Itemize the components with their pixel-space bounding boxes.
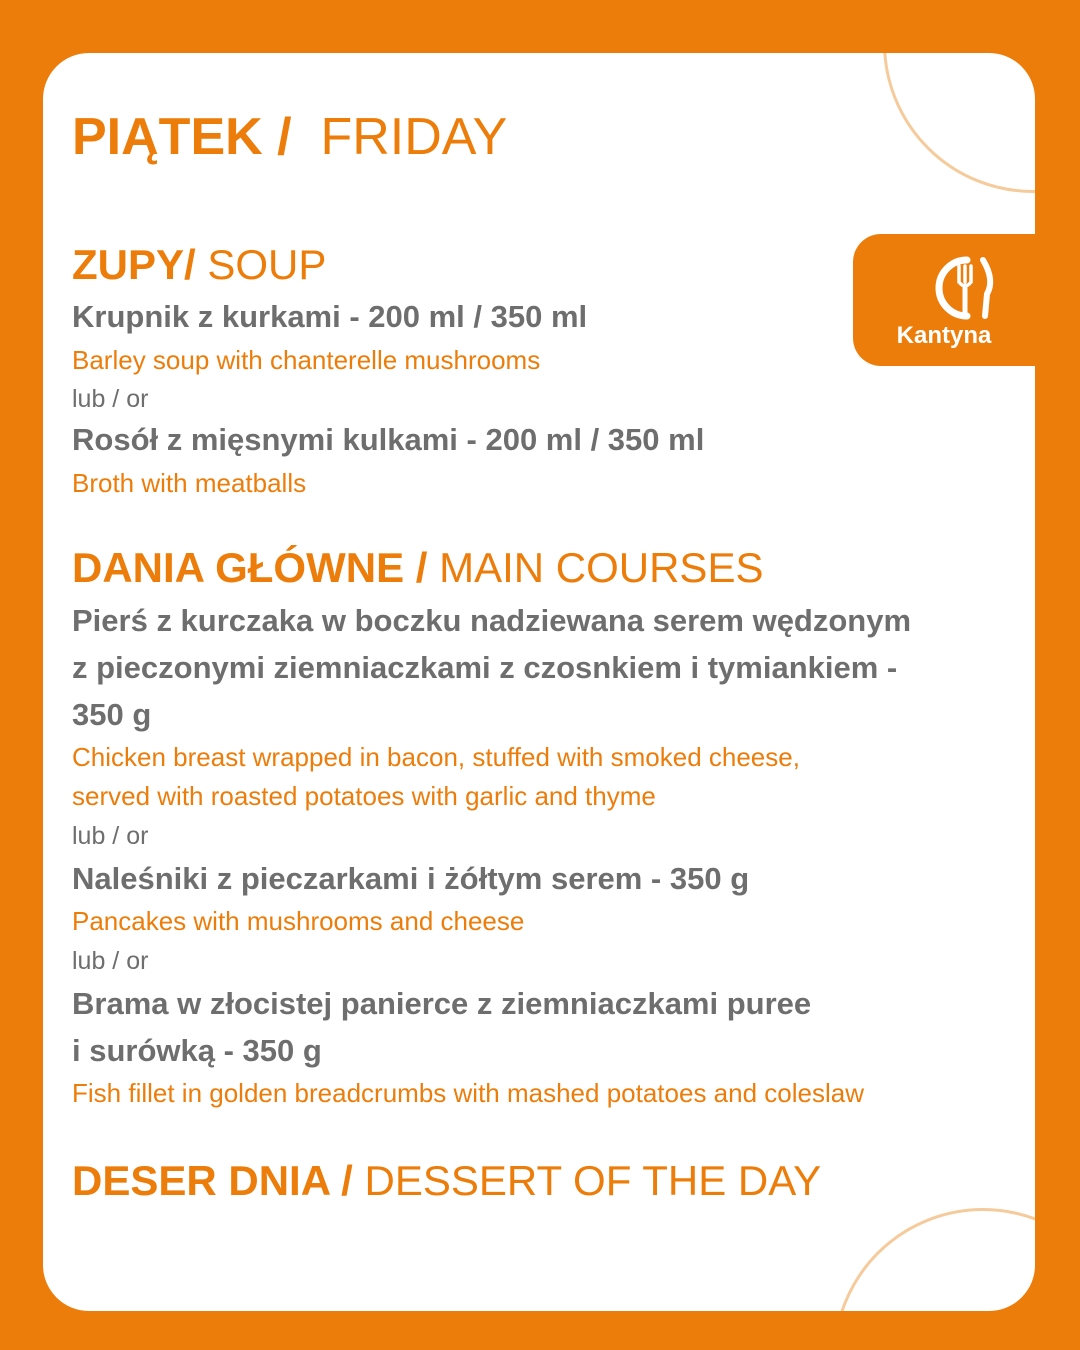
soup-heading-pl: ZUPY/ [72,241,196,288]
main-heading [72,543,763,593]
main-item-3-name-line-1: Brama w złocistej panierce z ziemniaczkami puree [72,986,812,1021]
soup-item-1-name: Krupnik z kurkami - 200 ml / 350 ml [72,299,588,334]
dessert-heading-en: DESSERT OF THE DAY [364,1157,822,1204]
or-separator: lub / or [72,947,149,975]
decorative-arc-top [883,53,1035,193]
soup-item-2-name: Rosół z mięsnymi kulkami - 200 ml / 350 ml [72,422,705,457]
soup-item-2-desc: Broth with meatballs [72,468,307,498]
soup-heading [72,240,326,290]
soup-item-1-desc: Barley soup with chanterelle mushrooms [72,345,541,375]
main-item-1-desc-line-1: Chicken breast wrapped in bacon, stuffed with smoked cheese, [72,742,800,772]
main-item-3-name-line-2: i surówką - 350 g [72,1033,322,1068]
main-item-3-desc: Fish fillet in golden breadcrumbs with mashed potatoes and coleslaw [72,1078,864,1108]
main-item-1-name-line-2: z pieczonymi ziemniaczkami z czosnkiem i tymiankiem - [72,650,898,685]
main-heading-en: MAIN COURSES [439,544,764,591]
or-separator: lub / or [72,385,149,413]
title-pl: PIĄTEK / [72,108,292,166]
or-separator: lub / or [72,822,149,850]
logo-text: Kantyna [896,322,992,349]
main-item-2-desc: Pancakes with mushrooms and cheese [72,906,525,936]
dessert-heading-pl: DESER DNIA / [72,1157,353,1204]
dessert-heading [72,1156,821,1206]
main-item-1-name-line-3: 350 g [72,697,152,732]
soup-heading-en: SOUP [207,241,327,288]
main-heading-pl: DANIA GŁÓWNE / [72,544,428,591]
page-title [72,106,507,168]
decorative-arc-bottom [833,1208,1035,1311]
main-item-1-desc-line-2: served with roasted potatoes with garlic and thyme [72,781,656,811]
main-item-2-name: Naleśniki z pieczarkami i żółtym serem - 350 g [72,861,750,896]
title-en: FRIDAY [320,108,508,166]
main-item-1-name-line-1: Pierś z kurczaka w boczku nadziewana serem wędzonym [72,603,912,638]
